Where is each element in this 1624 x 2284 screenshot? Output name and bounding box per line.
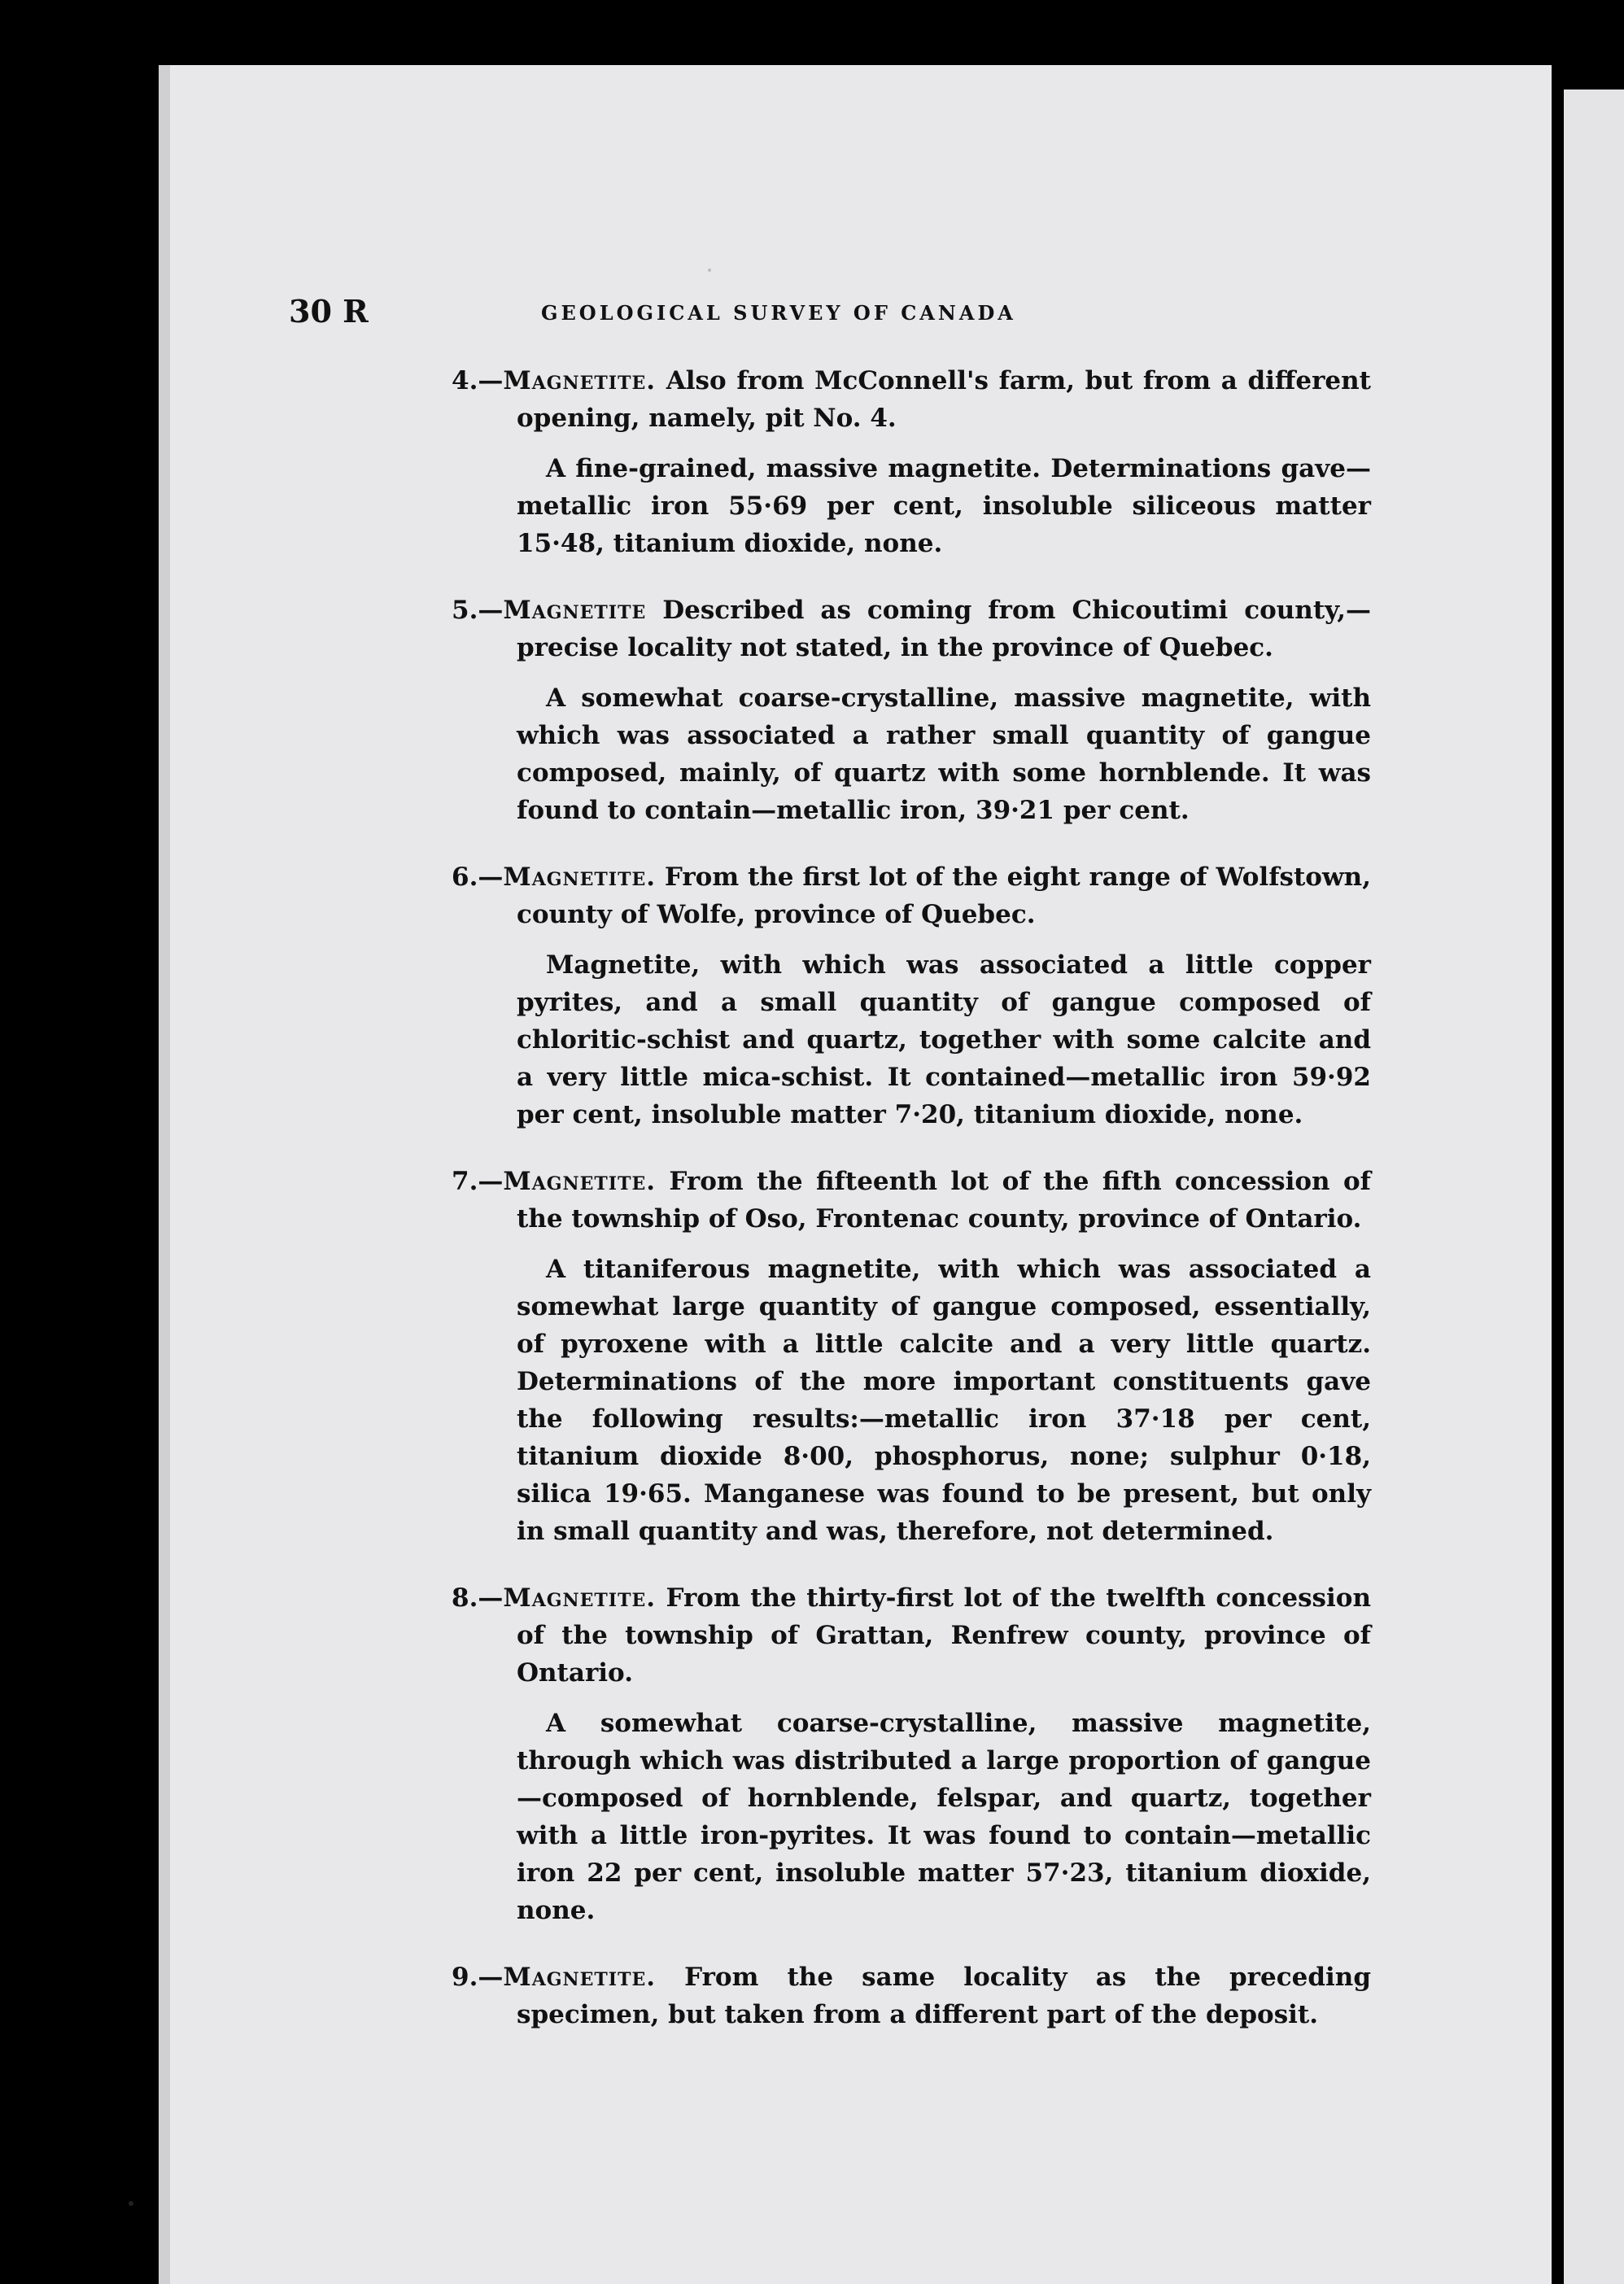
mineral-name: Magnetite. [503,1583,657,1613]
page-number: 30 R [289,293,369,330]
mineral-name: Magnetite. [503,1167,657,1196]
entry-heading [452,1579,1371,1692]
entry-analysis: A titaniferous magnetite, with which was associated a somewhat large quantity of gangue composed, essentially, of pyroxene with a little calcite and a very little quartz. Determinations of the more important constituents gave the following results:—metallic iron 37·18 per cent, titanium dioxide 8·00, phosphorus, none; sulphur 0·18, silica 19·65. Manganese was found to be present, but only in small quantity and was, therefore, not determined. [517,1255,1371,1546]
entry-heading [452,592,1371,666]
entry-analysis: A somewhat coarse-crystalline, massive magnetite, through which was distributed a large proportion of gangue—composed of hornblende, felspar, and quartz, together with a little iron-pyrites. It was found to contain—metallic iron 22 per cent, insoluble matter 57·23, titanium dioxide, none. [517,1709,1371,1925]
specimen-entry [452,858,1371,1133]
entry-locality: Also from McConnell's farm, but from a different opening, namely, pit No. 4. [517,366,1371,433]
entry-number: 6.— [452,863,504,892]
entry-heading [452,1163,1371,1238]
entry-number: 7.— [452,1167,504,1196]
entry-heading [452,1959,1371,2033]
entry-locality: From the fifteenth lot of the fifth concession of the township of Oso, Frontenac county, province of Ontario. [517,1167,1371,1234]
specimen-entry [452,1959,1371,2033]
entry-heading [452,858,1371,933]
specimen-entry [452,1163,1371,1550]
entry-number: 8.— [452,1583,504,1613]
specimen-entry [452,1579,1371,1929]
entry-number: 4.— [452,366,504,395]
entry-number: 9.— [452,1963,504,1992]
entry-locality: Described as coming from Chicoutimi county,—precise locality not stated, in the province of Quebec. [517,596,1371,662]
specimen-entry [452,362,1371,562]
adjacent-page-edge [1564,90,1624,2284]
scan-speck [708,269,711,272]
mineral-name: Magnetite. [503,1963,657,1992]
mineral-name: Magnetite. [503,863,657,892]
running-head: GEOLOGICAL SURVEY OF CANADA [541,301,1016,325]
mineral-name: Magnetite. [503,366,657,395]
entry-heading [452,362,1371,437]
mineral-name: Magnetite [503,596,647,625]
specimen-entry [452,592,1371,829]
entry-locality: From the same locality as the preceding specimen, but taken from a different part of the deposit. [517,1963,1371,2029]
page-content [452,362,1371,2063]
entry-locality: From the thirty-first lot of the twelfth concession of the township of Grattan, Renfrew county, province of Ontario. [517,1583,1371,1688]
entry-analysis: Magnetite, with which was associated a little copper pyrites, and a small quantity of gangue composed of chloritic-schist and quartz, together with some calcite and a very little mica-schist. It contained—metallic iron 59·92 per cent, insoluble matter 7·20, titanium dioxide, none. [517,950,1371,1129]
entry-analysis: A fine-grained, massive magnetite. Determinations gave—metallic iron 55·69 per cent, insoluble siliceous matter 15·48, titanium dioxide, none. [517,454,1371,558]
entry-number: 5.— [452,596,504,625]
entry-locality: From the first lot of the eight range of Wolfstown, county of Wolfe, province of Quebec. [517,863,1371,929]
entry-analysis: A somewhat coarse-crystalline, massive magnetite, with which was associated a rather small quantity of gangue composed, mainly, of quartz with some hornblende. It was found to contain—metallic iron, 39·21 per cent. [517,683,1371,825]
scan-speck [129,2201,133,2206]
